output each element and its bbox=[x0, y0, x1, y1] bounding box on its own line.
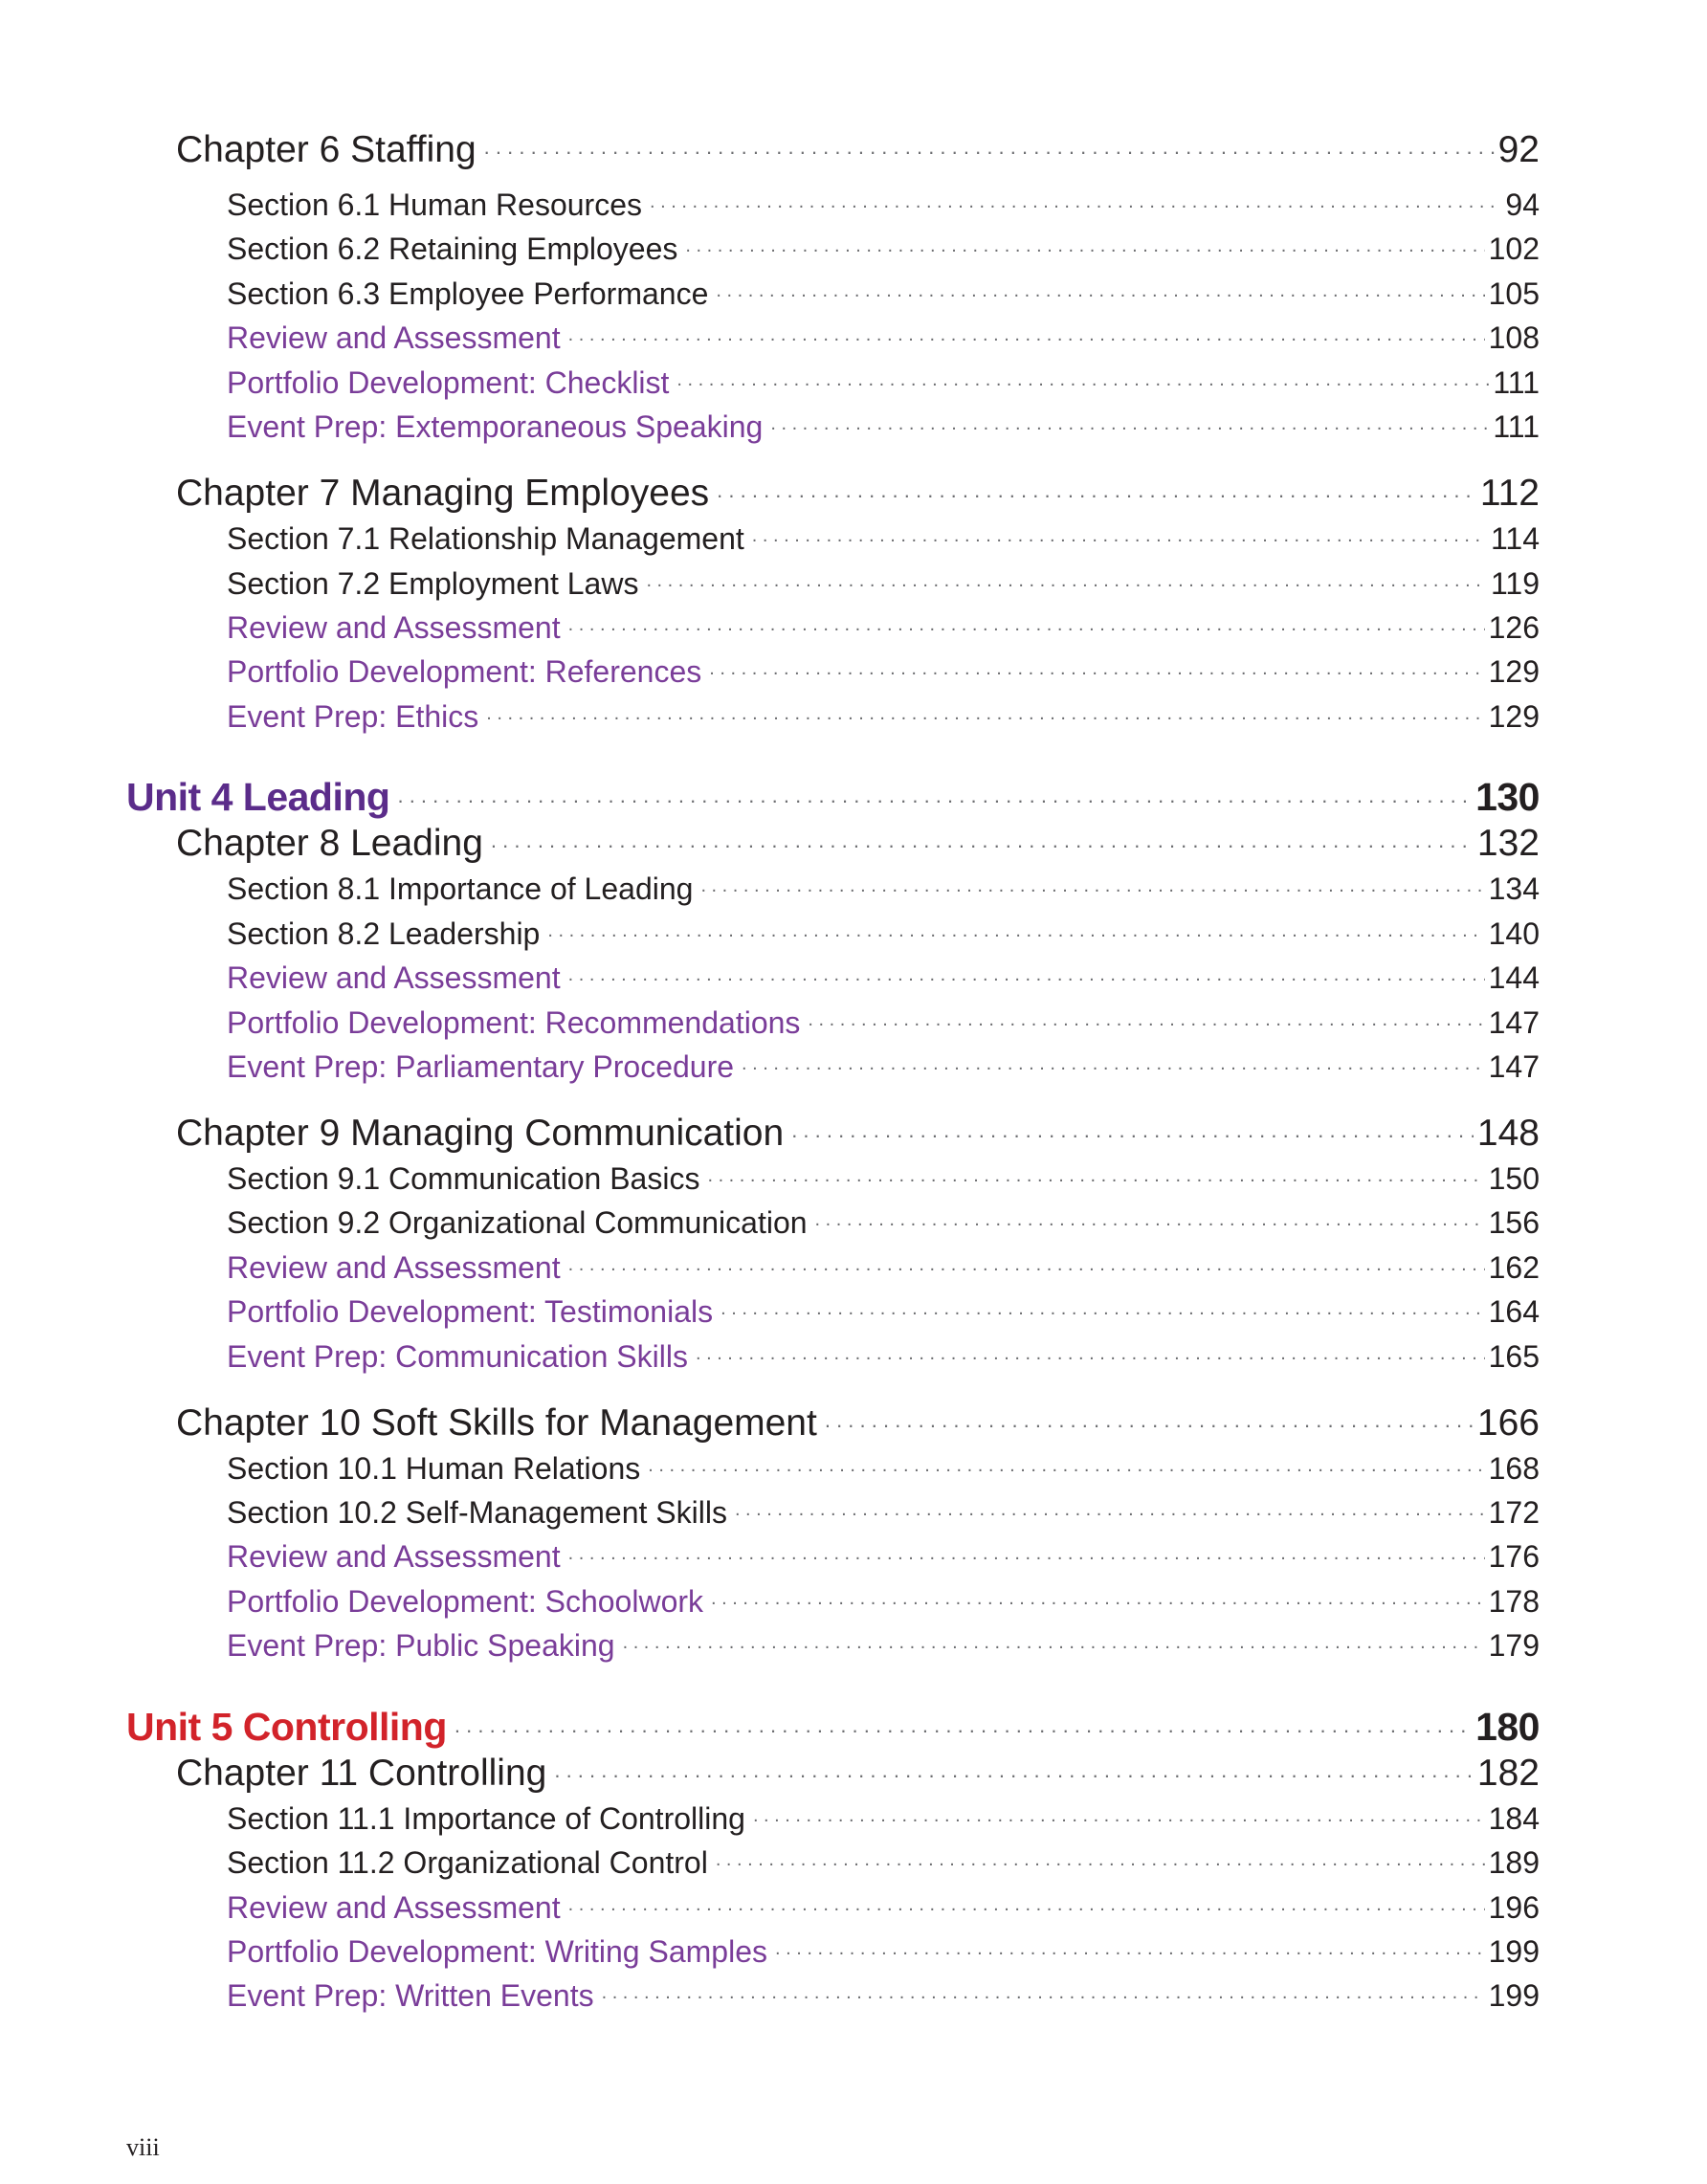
toc-page-number: 130 bbox=[1475, 775, 1540, 819]
toc-page-number: 168 bbox=[1488, 1451, 1540, 1486]
toc-feature-label: Event Prep: Public Speaking bbox=[227, 1628, 623, 1664]
toc-section-label: Section 6.1 Human Resources bbox=[227, 188, 650, 223]
toc-feature-label: Review and Assessment bbox=[227, 1890, 568, 1926]
toc-feature-row bbox=[227, 1934, 1540, 1970]
dot-leader bbox=[568, 1548, 1485, 1567]
toc-feature-label: Review and Assessment bbox=[227, 320, 568, 356]
dot-leader bbox=[775, 1943, 1485, 1962]
dot-leader bbox=[486, 708, 1484, 727]
toc-page-number: 108 bbox=[1488, 320, 1540, 355]
toc-page-number: 111 bbox=[1493, 365, 1540, 400]
toc-feature-row bbox=[227, 365, 1540, 401]
toc-page-number: 184 bbox=[1488, 1801, 1540, 1836]
dot-leader bbox=[547, 925, 1484, 944]
toc-page-number: 165 bbox=[1488, 1339, 1540, 1374]
toc-feature-row bbox=[227, 1584, 1540, 1620]
toc-chapter-row bbox=[176, 129, 1540, 171]
toc-section-row bbox=[227, 871, 1540, 907]
toc-feature-row bbox=[227, 1005, 1540, 1041]
toc-chapter-row bbox=[176, 1402, 1540, 1445]
dot-leader bbox=[568, 1259, 1485, 1278]
toc-chapter-row bbox=[176, 473, 1540, 515]
toc-page-number: 114 bbox=[1490, 521, 1540, 556]
toc-page-number: 179 bbox=[1488, 1628, 1540, 1663]
toc-feature-label: Portfolio Development: Testimonials bbox=[227, 1294, 720, 1330]
toc-page-number: 94 bbox=[1505, 188, 1540, 222]
toc-page-number: 126 bbox=[1488, 610, 1540, 645]
dot-leader bbox=[397, 789, 1472, 810]
dot-leader bbox=[646, 575, 1487, 594]
toc-page-number: 112 bbox=[1479, 473, 1540, 514]
toc-feature-row bbox=[227, 409, 1540, 445]
toc-feature-label: Portfolio Development: Writing Samples bbox=[227, 1934, 775, 1970]
toc-page-number: 189 bbox=[1488, 1845, 1540, 1880]
dot-leader bbox=[707, 1170, 1484, 1189]
toc-chapter-row bbox=[176, 1113, 1540, 1155]
dot-leader bbox=[568, 1899, 1485, 1918]
toc-unit-label: Unit 5 Controlling bbox=[126, 1705, 454, 1750]
dot-leader bbox=[742, 1058, 1485, 1077]
toc-page-number: 140 bbox=[1488, 916, 1540, 951]
toc-feature-row bbox=[227, 1890, 1540, 1926]
toc-feature-label: Review and Assessment bbox=[227, 610, 568, 646]
toc-section-label: Section 8.1 Importance of Leading bbox=[227, 871, 700, 907]
toc-chapter-label: Chapter 6 Staffing bbox=[176, 129, 484, 171]
toc-chapter-row bbox=[176, 823, 1540, 865]
toc-section-label: Section 7.1 Relationship Management bbox=[227, 521, 752, 557]
toc-feature-label: Portfolio Development: Checklist bbox=[227, 365, 676, 401]
toc-chapter-label: Chapter 7 Managing Employees bbox=[176, 473, 717, 515]
dot-leader bbox=[648, 1460, 1484, 1479]
toc-page-number: 92 bbox=[1497, 129, 1540, 170]
toc-section-label: Section 6.2 Retaining Employees bbox=[227, 232, 685, 267]
toc-chapter-label: Chapter 8 Leading bbox=[176, 823, 491, 865]
dot-leader bbox=[825, 1414, 1474, 1435]
dot-leader bbox=[491, 834, 1474, 855]
toc-page-number: 162 bbox=[1488, 1250, 1540, 1285]
toc-chapter-label: Chapter 9 Managing Communication bbox=[176, 1113, 791, 1155]
toc-section-row bbox=[227, 1205, 1540, 1241]
toc-unit-label: Unit 4 Leading bbox=[126, 775, 397, 820]
toc-chapter-row bbox=[176, 1753, 1540, 1795]
dot-leader bbox=[717, 484, 1476, 505]
toc-feature-label: Event Prep: Parliamentary Procedure bbox=[227, 1049, 742, 1085]
toc-page-number: 180 bbox=[1475, 1705, 1540, 1749]
dot-leader bbox=[716, 1854, 1485, 1873]
toc-section-row bbox=[227, 1845, 1540, 1881]
toc-chapter-label: Chapter 11 Controlling bbox=[176, 1753, 554, 1795]
toc-section-label: Section 10.1 Human Relations bbox=[227, 1451, 648, 1487]
toc-page-number: 129 bbox=[1488, 699, 1540, 734]
toc-unit-row bbox=[126, 775, 1540, 820]
dot-leader bbox=[711, 1593, 1485, 1612]
toc-section-label: Section 11.2 Organizational Control bbox=[227, 1845, 716, 1881]
dot-leader bbox=[815, 1214, 1485, 1233]
toc-feature-row bbox=[227, 1539, 1540, 1575]
toc-page-number: 166 bbox=[1476, 1402, 1540, 1444]
toc-section-row bbox=[227, 916, 1540, 952]
toc-feature-label: Event Prep: Written Events bbox=[227, 1978, 602, 2014]
toc-page-number: 156 bbox=[1488, 1205, 1540, 1240]
dot-leader bbox=[623, 1637, 1485, 1656]
toc-page-number: 147 bbox=[1488, 1049, 1540, 1084]
toc-page-number: 178 bbox=[1488, 1584, 1540, 1619]
toc-page-number: 172 bbox=[1488, 1495, 1540, 1530]
dot-leader bbox=[685, 240, 1484, 259]
toc-feature-row bbox=[227, 1049, 1540, 1085]
toc-section-row bbox=[227, 1801, 1540, 1837]
dot-leader bbox=[568, 329, 1485, 348]
toc-section-label: Section 6.3 Employee Performance bbox=[227, 276, 716, 312]
dot-leader bbox=[735, 1504, 1485, 1523]
dot-leader bbox=[709, 663, 1484, 682]
dot-leader bbox=[720, 1303, 1485, 1322]
toc-section-label: Section 7.2 Employment Laws bbox=[227, 566, 646, 602]
dot-leader bbox=[752, 530, 1487, 549]
toc-feature-row bbox=[227, 1294, 1540, 1330]
dot-leader bbox=[770, 418, 1489, 437]
toc-feature-label: Review and Assessment bbox=[227, 1250, 568, 1286]
toc-feature-label: Event Prep: Ethics bbox=[227, 699, 486, 735]
toc-page-number: 182 bbox=[1476, 1753, 1540, 1794]
toc-feature-label: Event Prep: Extemporaneous Speaking bbox=[227, 409, 770, 445]
toc-page-number: 111 bbox=[1493, 409, 1540, 444]
page-number-folio: viii bbox=[126, 2133, 160, 2161]
toc-feature-row bbox=[227, 1250, 1540, 1286]
dot-leader bbox=[696, 1348, 1485, 1367]
toc-page-number: 147 bbox=[1488, 1005, 1540, 1040]
toc-section-row bbox=[227, 521, 1540, 557]
dot-leader bbox=[454, 1719, 1472, 1740]
toc-feature-row bbox=[227, 1628, 1540, 1664]
dot-leader bbox=[676, 374, 1489, 393]
toc-feature-row bbox=[227, 699, 1540, 735]
toc-section-row bbox=[227, 1495, 1540, 1531]
dot-leader bbox=[554, 1764, 1474, 1785]
toc-feature-label: Portfolio Development: Schoolwork bbox=[227, 1584, 711, 1620]
toc-feature-row bbox=[227, 320, 1540, 356]
toc-page-number: 134 bbox=[1488, 871, 1540, 906]
toc-feature-row bbox=[227, 610, 1540, 646]
dot-leader bbox=[716, 285, 1484, 304]
dot-leader bbox=[568, 619, 1485, 638]
toc-section-label: Section 9.1 Communication Basics bbox=[227, 1161, 707, 1197]
toc-page-number: 144 bbox=[1488, 960, 1540, 995]
toc-page-number: 150 bbox=[1488, 1161, 1540, 1196]
toc-page-number: 164 bbox=[1488, 1294, 1540, 1329]
toc-section-row bbox=[227, 566, 1540, 602]
toc-feature-row bbox=[227, 960, 1540, 996]
toc-page-number: 102 bbox=[1488, 232, 1540, 266]
toc-page-number: 119 bbox=[1490, 566, 1540, 601]
toc-page-number: 199 bbox=[1488, 1978, 1540, 2013]
toc-section-label: Section 11.1 Importance of Controlling bbox=[227, 1801, 753, 1837]
toc-page-number: 176 bbox=[1488, 1539, 1540, 1574]
toc-section-label: Section 9.2 Organizational Communication bbox=[227, 1205, 815, 1241]
toc-feature-label: Event Prep: Communication Skills bbox=[227, 1339, 696, 1375]
dot-leader bbox=[602, 1987, 1485, 2006]
toc-section-label: Section 8.2 Leadership bbox=[227, 916, 547, 952]
toc-page-number: 196 bbox=[1488, 1890, 1540, 1925]
dot-leader bbox=[568, 969, 1485, 988]
toc-page-number: 148 bbox=[1476, 1113, 1540, 1154]
toc-page-number: 199 bbox=[1488, 1934, 1540, 1969]
toc-feature-row bbox=[227, 1978, 1540, 2014]
toc-chapter-label: Chapter 10 Soft Skills for Management bbox=[176, 1402, 825, 1445]
dot-leader bbox=[700, 880, 1484, 899]
toc-section-label: Section 10.2 Self-Management Skills bbox=[227, 1495, 735, 1531]
toc-feature-label: Portfolio Development: References bbox=[227, 654, 709, 690]
toc-page-number: 132 bbox=[1476, 823, 1540, 864]
toc-unit-row bbox=[126, 1705, 1540, 1750]
toc-section-row bbox=[227, 276, 1540, 312]
toc-page-number: 105 bbox=[1488, 276, 1540, 311]
dot-leader bbox=[791, 1124, 1474, 1145]
dot-leader bbox=[650, 196, 1501, 215]
toc-section-row bbox=[227, 232, 1540, 267]
toc-section-row bbox=[227, 1161, 1540, 1197]
toc-section-row bbox=[227, 188, 1540, 223]
toc-feature-row bbox=[227, 654, 1540, 690]
toc-feature-label: Portfolio Development: Recommendations bbox=[227, 1005, 808, 1041]
toc-feature-label: Review and Assessment bbox=[227, 1539, 568, 1575]
dot-leader bbox=[484, 141, 1495, 162]
toc-feature-row bbox=[227, 1339, 1540, 1375]
dot-leader bbox=[808, 1014, 1484, 1033]
toc-section-row bbox=[227, 1451, 1540, 1487]
toc-feature-label: Review and Assessment bbox=[227, 960, 568, 996]
dot-leader bbox=[753, 1810, 1485, 1829]
toc-page-number: 129 bbox=[1488, 654, 1540, 689]
